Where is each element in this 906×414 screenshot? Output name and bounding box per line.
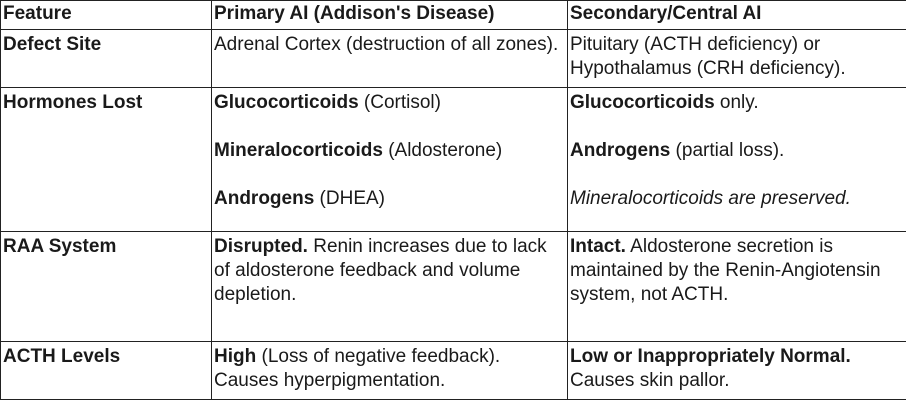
feature-cell: RAA System [1,232,212,342]
hormone-name: Androgens [214,188,315,209]
hormone-name: Glucocorticoids [214,92,359,113]
primary-cell [212,342,568,400]
hormone-line [214,139,565,163]
header-feature: Feature [1,1,212,30]
table-header-row [1,1,906,30]
status-detail: Renin increases due to lack of aldosterone feedback and volume depletion. [214,236,547,305]
primary-cell [212,88,568,232]
status-bold: High [214,346,257,367]
status-detail: Aldosterone secretion is maintained by the Renin-Angiotensin system, not ACTH. [570,236,881,305]
status-bold: Low or Inappropriately Normal. [570,346,851,367]
hormone-line [570,139,904,163]
secondary-cell [568,88,906,232]
header-primary-ai: Primary AI (Addison's Disease) [212,1,568,30]
hormone-detail: (DHEA) [314,188,386,209]
hormone-name: Androgens [570,140,671,161]
hormone-name: Mineralocorticoids [214,140,383,161]
feature-cell: Defect Site [1,30,212,88]
italic-note: Mineralocorticoids are preserved. [570,188,851,209]
primary-cell [212,232,568,342]
table-row [1,30,906,88]
hormone-line [570,91,904,115]
status-bold: Disrupted. [214,236,308,257]
header-secondary-ai: Secondary/Central AI [568,1,906,30]
table-row [1,342,906,400]
table-row [1,232,906,342]
status-detail: Causes skin pallor. [570,370,730,391]
secondary-cell: Pituitary (ACTH deficiency) or Hypothalamus (CRH deficiency). [568,30,906,88]
hormone-detail: (partial loss). [670,140,785,161]
hormone-line [214,91,565,115]
feature-cell: Hormones Lost [1,88,212,232]
status-detail: (Loss of negative feedback). Causes hyperpigmentation. [214,346,501,391]
hormone-name: Glucocorticoids [570,92,715,113]
preserved-note [570,187,904,211]
hormone-detail: only. [714,92,759,113]
feature-cell: ACTH Levels [1,342,212,400]
secondary-cell [568,232,906,342]
status-bold: Intact. [570,236,626,257]
primary-cell: Adrenal Cortex (destruction of all zones). [212,30,568,88]
hormone-detail: (Aldosterone) [382,140,503,161]
hormone-detail: (Cortisol) [358,92,441,113]
hormone-line [214,187,565,211]
table-row [1,88,906,232]
secondary-cell [568,342,906,400]
